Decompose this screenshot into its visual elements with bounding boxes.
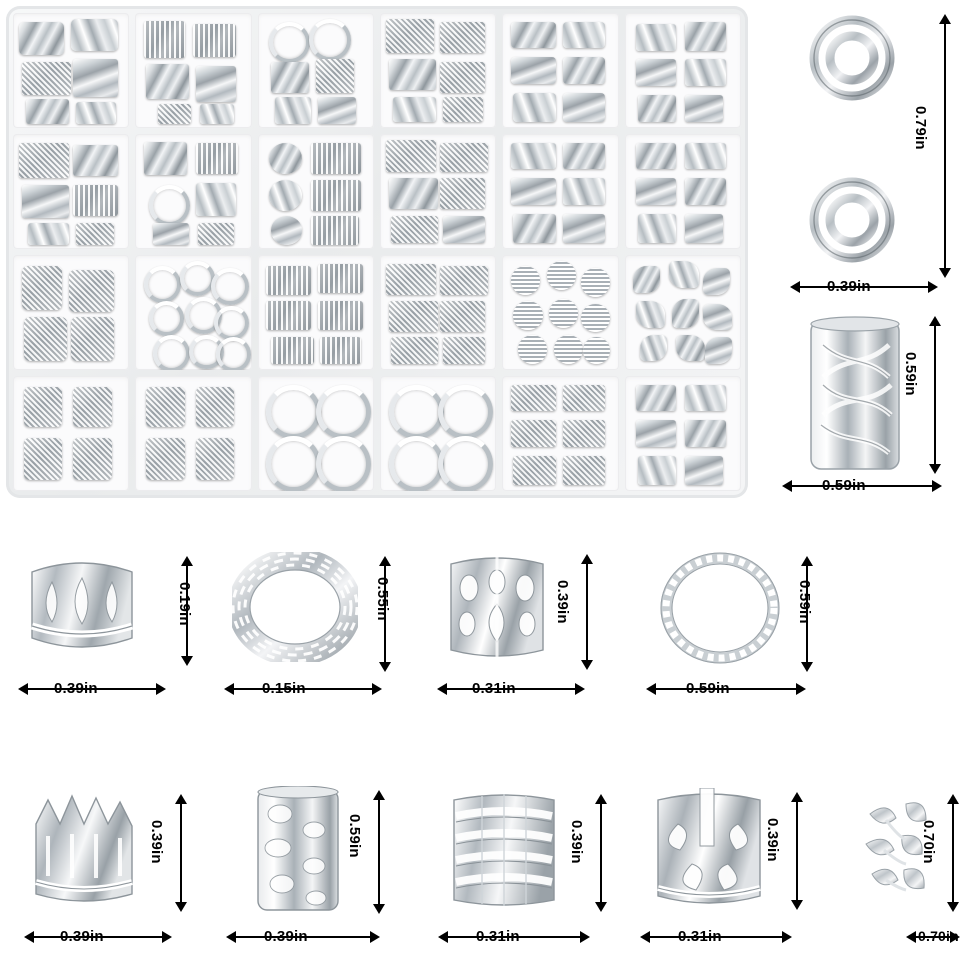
height-arrow-ribbed-cuff xyxy=(592,794,610,912)
tray-compartment xyxy=(258,255,374,370)
height-arrow-wide-cuff-tube xyxy=(926,316,944,474)
height-label-leaf-charm: 0.70in xyxy=(920,820,937,864)
height-arrow-spiral-coil xyxy=(936,14,954,278)
tray-compartment xyxy=(380,376,496,491)
tray-compartment xyxy=(13,13,129,128)
tray-compartment xyxy=(502,255,618,370)
tray-compartment xyxy=(135,13,251,128)
tray-compartment xyxy=(258,134,374,249)
height-label-scroll-cuff: 0.39in xyxy=(764,818,781,862)
braided-ring-icon xyxy=(232,552,358,662)
ribbed-cuff-icon xyxy=(448,790,560,910)
tray-compartment xyxy=(625,13,741,128)
height-arrow-filigree-cuff xyxy=(578,554,596,670)
width-label-ribbed-cuff: 0.31in xyxy=(476,928,520,945)
height-label-hammered-tube: 0.59in xyxy=(346,814,363,858)
height-label-flared-cuff: 0.19in xyxy=(176,582,193,626)
product-filigree-cuff xyxy=(443,550,551,666)
width-label-wide-cuff-tube: 0.59in xyxy=(822,477,866,494)
assortment-tray xyxy=(6,6,748,498)
height-label-filigree-cuff: 0.39in xyxy=(554,580,571,624)
tray-compartment xyxy=(13,376,129,491)
product-braided-ring xyxy=(232,552,358,662)
tray-compartment xyxy=(135,255,251,370)
scroll-cuff-icon xyxy=(652,788,766,910)
height-label-braided-ring: 0.55in xyxy=(374,577,391,621)
width-label-braided-ring: 0.15in xyxy=(262,680,306,697)
tray-compartment xyxy=(380,134,496,249)
height-arrow-leaf-charm xyxy=(944,794,962,912)
product-spiral-coil xyxy=(786,10,918,278)
height-label-spiral-coil: 0.79in xyxy=(912,106,929,150)
height-arrow-hammered-tube xyxy=(370,790,388,914)
width-label-flared-cuff: 0.39in xyxy=(54,680,98,697)
tray-compartment xyxy=(258,376,374,491)
product-scroll-cuff xyxy=(652,788,766,910)
filigree-cuff-icon xyxy=(443,550,551,666)
height-arrow-scroll-cuff xyxy=(788,792,806,910)
height-label-wide-cuff-tube: 0.59in xyxy=(902,352,919,396)
tray-compartment xyxy=(13,134,129,249)
width-label-filigree-cuff: 0.31in xyxy=(472,680,516,697)
height-arrow-crown-cuff xyxy=(172,794,190,912)
tray-compartment xyxy=(135,134,251,249)
height-label-crown-cuff: 0.39in xyxy=(148,820,165,864)
tray-compartment xyxy=(625,255,741,370)
width-label-hammered-tube: 0.39in xyxy=(264,928,308,945)
tray-compartment xyxy=(258,13,374,128)
tray-compartment xyxy=(502,376,618,491)
tray-compartment xyxy=(502,134,618,249)
width-label-leaf-charm: 0.70in xyxy=(918,928,959,944)
product-wide-cuff-tube xyxy=(803,315,907,475)
height-label-ribbed-cuff: 0.39in xyxy=(568,820,585,864)
spiral-coil-icon xyxy=(786,10,918,278)
tray-compartment xyxy=(625,376,741,491)
crown-cuff-icon xyxy=(28,790,140,910)
tray-compartment xyxy=(380,255,496,370)
width-label-patterned-ring: 0.59in xyxy=(686,680,730,697)
width-label-scroll-cuff: 0.31in xyxy=(678,928,722,945)
width-label-crown-cuff: 0.39in xyxy=(60,928,104,945)
wide-cuff-tube-icon xyxy=(803,315,907,475)
product-crown-cuff xyxy=(28,790,140,910)
width-label-spiral-coil: 0.39in xyxy=(827,278,871,295)
tray-compartment xyxy=(135,376,251,491)
flared-cuff-icon xyxy=(22,552,142,660)
tray-compartment xyxy=(625,134,741,249)
tray-compartment xyxy=(380,13,496,128)
tray-compartment xyxy=(502,13,618,128)
product-patterned-ring xyxy=(660,552,780,664)
product-hammered-tube xyxy=(250,786,346,914)
height-label-patterned-ring: 0.59in xyxy=(796,580,813,624)
patterned-ring-icon xyxy=(660,552,780,664)
product-flared-cuff xyxy=(22,552,142,660)
hammered-tube-icon xyxy=(250,786,346,914)
product-ribbed-cuff xyxy=(448,790,560,910)
tray-compartment xyxy=(13,255,129,370)
tray-grid xyxy=(13,13,741,491)
